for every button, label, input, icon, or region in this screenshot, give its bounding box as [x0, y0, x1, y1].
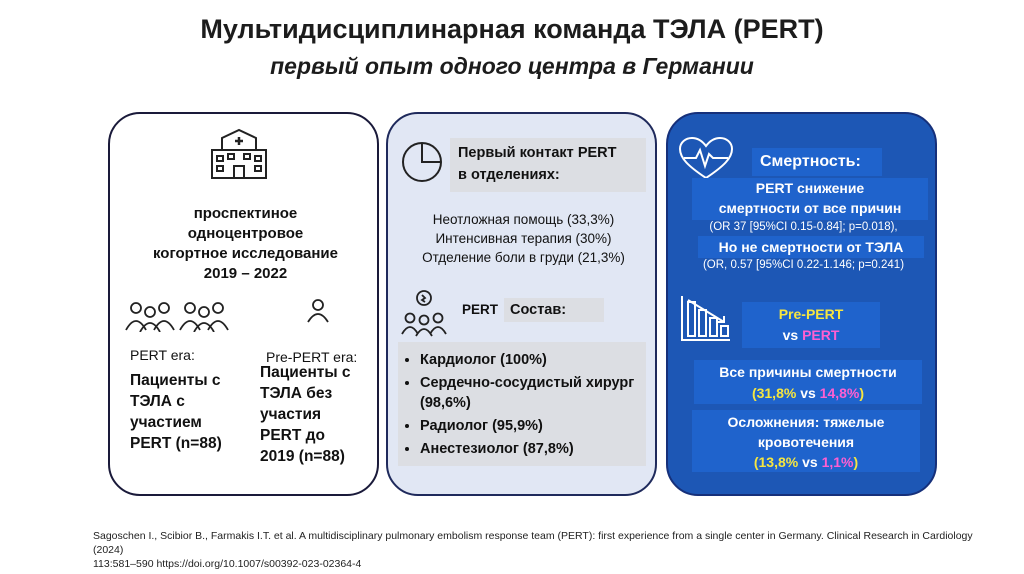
study-design-panel — [108, 112, 379, 496]
department-item: Неотложная помощь (33,3%) — [432, 212, 615, 227]
department-list — [388, 210, 659, 267]
outcomes-panel — [666, 112, 937, 496]
declining-bars-icon — [680, 294, 732, 342]
reduction-line: PERT снижение — [755, 180, 865, 196]
team-member-item: • Сердечно-сосудистый хирург (98,6%) — [420, 373, 646, 413]
pe-mortality-stats: (OR, 0.57 [95%CI 0.22-1.146; p=0.241) — [702, 259, 905, 271]
bleeding-complications-box: Осложнения: тяжелые кровотечения (13,8% vs 1,1%) — [692, 410, 920, 472]
first-contact-title: в отделениях: — [458, 167, 560, 183]
prepert-era-label: Pre-PERT era: — [266, 349, 358, 365]
all-cause-mortality-box: Все причины смертности (31,8% vs 14,8%) — [694, 360, 922, 404]
prepert-era-group — [260, 362, 351, 467]
heart-pulse-icon — [678, 136, 734, 180]
reduction-stats: (OR 37 [95%CI 0.15-0.84]; p=0.018), — [709, 221, 898, 233]
pre-pert-label: Pre-PERT — [778, 306, 844, 322]
prepert-era-line: ТЭЛА без — [260, 385, 333, 402]
pert-label: PERT — [802, 327, 840, 343]
team-idea-icon — [398, 288, 450, 338]
reference-line: Sagoschen I., Scibior B., Farmakis I.T. et al. A multidisciplinary pulmonary embolism response team (PERT): first experience from a single center in Germany. Clinical Research in Cardiology (2024) — [93, 530, 973, 556]
pert-structure-panel — [386, 112, 657, 496]
first-contact-title: Первый контакт PERT — [458, 145, 617, 161]
study-line: когортное исследование — [153, 245, 338, 262]
pert-era-group — [130, 370, 222, 454]
team-member-item: • Анестезиолог (87,8%) — [420, 439, 646, 459]
pert-era-line: Пациенты с — [130, 372, 221, 389]
pert-era-line: PERT (n=88) — [130, 435, 222, 452]
all-cause-label: Все причины смертности — [719, 364, 897, 380]
complications-line: кровотечения — [757, 434, 855, 450]
pie-chart-icon — [400, 140, 444, 184]
prepert-era-line: участия — [260, 406, 322, 423]
study-description — [110, 204, 381, 284]
group-people-icon — [122, 298, 234, 332]
composition-label: Состав: — [504, 298, 604, 322]
mortality-title: Смертность: — [752, 148, 882, 176]
study-line: проспектиное — [193, 205, 298, 222]
vs-label: vs — [800, 385, 816, 401]
pe-mortality-note: Но не смертности от ТЭЛА — [698, 236, 924, 258]
reference-line: 113:581–590 https://doi.org/10.1007/s00392-023-02364-4 — [93, 558, 362, 570]
all-cause-pre-value: 31,8% — [756, 385, 797, 401]
team-member-item: • Радиолог (95,9%) — [420, 416, 646, 436]
page-subtitle: первый опыт одного центра в Германии — [270, 53, 754, 79]
reduction-line: смертности от все причин — [718, 200, 902, 216]
team-member-item: • Кардиолог (100%) — [420, 350, 646, 370]
team-members-box — [398, 342, 646, 466]
first-contact-box — [450, 138, 646, 192]
department-item: Отделение боли в груди (21,3%) — [422, 250, 625, 265]
person-icon — [306, 298, 330, 324]
all-cause-pert-value: 14,8% — [819, 385, 860, 401]
vs-label: vs — [802, 454, 818, 470]
pert-label: PERT — [462, 302, 499, 317]
prepert-era-line: 2019 (n=88) — [260, 448, 345, 465]
comparison-header — [742, 302, 880, 348]
complications-pre-value: 13,8% — [758, 454, 799, 470]
pert-era-label: PERT era: — [130, 347, 195, 363]
department-item: Интенсивная терапия (30%) — [435, 231, 612, 246]
pert-era-line: участием — [130, 414, 202, 431]
prepert-era-line: PERT до — [260, 427, 325, 444]
mortality-reduction — [692, 178, 928, 220]
page-title: Мультидисциплинарная команда ТЭЛА (PERT) — [200, 14, 824, 44]
study-line: 2019 – 2022 — [203, 265, 288, 282]
prepert-era-line: Пациенты с — [260, 364, 351, 381]
hospital-icon — [208, 128, 270, 180]
complications-line: Осложнения: тяжелые — [727, 414, 885, 430]
reference-citation — [93, 529, 993, 571]
complications-pert-value: 1,1% — [821, 454, 854, 470]
study-line: одноцентровое — [187, 225, 304, 242]
vs-label: vs — [782, 327, 799, 343]
pert-era-line: ТЭЛА с — [130, 393, 185, 410]
